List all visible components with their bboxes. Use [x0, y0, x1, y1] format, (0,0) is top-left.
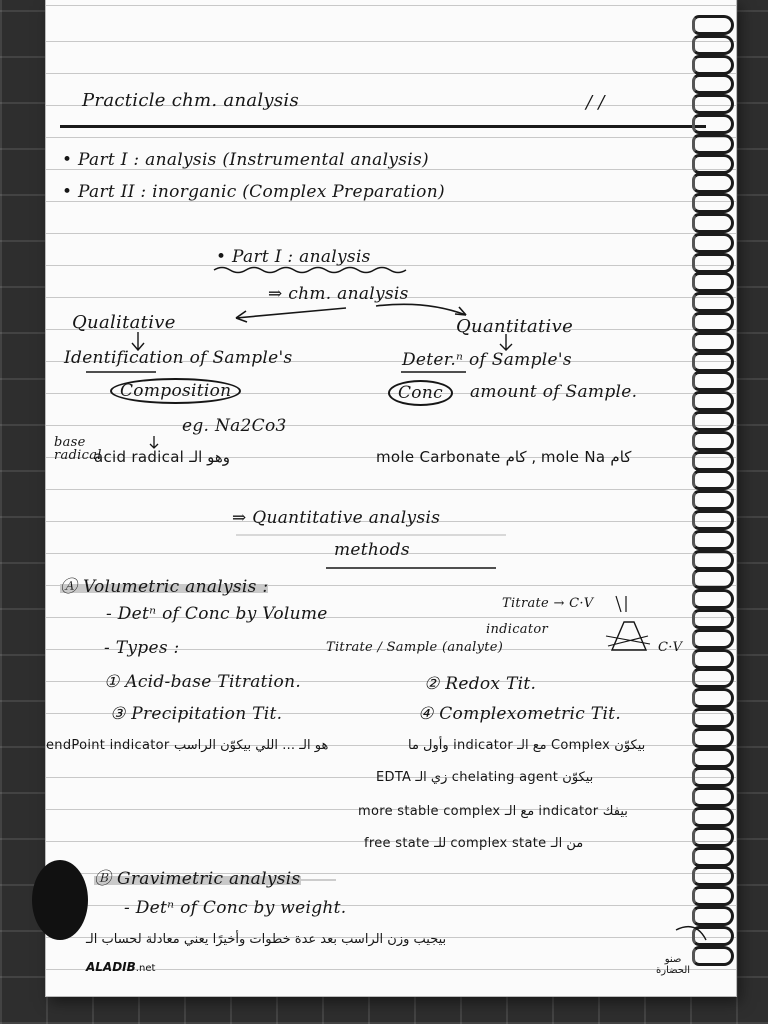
- spiral-coil: [692, 134, 734, 154]
- spiral-coil: [692, 530, 734, 550]
- precipitation-item: ③ Precipitation Tit.: [110, 704, 283, 724]
- composition-oval: Composition: [110, 378, 241, 404]
- complex-note-3: more stable complex مع الـ indicator بيفك: [358, 804, 628, 819]
- corner-logo: صنو الحضارة: [656, 954, 691, 976]
- acid-radical-note: acid radical وهو الـ: [94, 448, 231, 466]
- spiral-coil: [692, 470, 734, 490]
- endpoint-note: endPoint indicator هو الـ … اللي بيكوّن الراسب: [46, 738, 329, 753]
- spiral-coil: [692, 569, 734, 589]
- titrate-sample-label: Titrate / Sample (analyte): [326, 640, 504, 655]
- bottom-note: بيجيب وزن الراسب بعد عدة خطوات وأخيرًا يعني معادلة لحساب الـ: [86, 932, 447, 947]
- spiral-coil: [692, 906, 734, 926]
- spiral-coil: [692, 748, 734, 768]
- volumetric-text: Ⓐ Volumetric analysis :: [60, 577, 269, 597]
- titrate-cv-label: Titrate → C·V: [502, 596, 594, 611]
- binding-hole: [32, 860, 88, 940]
- spiral-coil: [692, 35, 734, 55]
- spiral-coil: [692, 668, 734, 688]
- spiral-coil: [692, 451, 734, 471]
- spiral-coil: [692, 253, 734, 273]
- example-formula: eg. Na2Co3: [182, 416, 287, 436]
- spiral-coil: [692, 589, 734, 609]
- cv-label-2: C·V: [658, 640, 683, 655]
- spiral-coil: [692, 490, 734, 510]
- acid-arrow: [150, 436, 158, 448]
- complexometric-item: ④ Complexometric Tit.: [418, 704, 622, 724]
- part-two-line: • Part II : inorganic (Complex Preparation): [62, 182, 445, 202]
- det-weight-line: - Detⁿ of Conc by weight.: [124, 898, 347, 918]
- wavy-underline: [214, 268, 406, 273]
- spiral-coil: [692, 213, 734, 233]
- qualitative-label: Qualitative: [72, 312, 176, 333]
- spiral-coil: [692, 510, 734, 530]
- spiral-coil: [692, 332, 734, 352]
- quantitative-label: Quantitative: [456, 316, 574, 337]
- identification-label: Identification of Sample's: [64, 348, 293, 368]
- header-rule: [60, 125, 706, 128]
- spiral-coil: [692, 371, 734, 391]
- spiral-coil: [692, 728, 734, 748]
- quantitative-analysis-heading: ⇒ Quantitative analysis: [232, 508, 441, 528]
- date-slots: / /: [586, 92, 605, 113]
- gravimetric-text: Ⓑ Gravimetric analysis: [94, 869, 301, 889]
- indicator-label: indicator: [486, 622, 549, 637]
- arrow-left: [236, 308, 346, 318]
- aladib-suffix: .net: [135, 963, 156, 974]
- part-one-line: • Part I : analysis (Instrumental analysis): [62, 150, 429, 170]
- spiral-coil: [692, 94, 734, 114]
- aladib-brand: ALADIB: [86, 960, 136, 974]
- spiral-coil: [692, 74, 734, 94]
- complex-note-2: بيكوّن chelating agent زي الـ EDTA: [376, 770, 594, 785]
- section-heading: • Part I : analysis: [216, 247, 371, 267]
- spiral-coil: [692, 391, 734, 411]
- spiral-coil: [692, 688, 734, 708]
- complex-note-1: بيكوّن Complex مع الـ indicator وأول ما: [408, 738, 646, 753]
- burette-bracket: [616, 596, 626, 612]
- volumetric-heading: [60, 572, 268, 597]
- spiral-binding: [692, 15, 736, 975]
- spiral-coil: [692, 827, 734, 847]
- spiral-coil: [692, 272, 734, 292]
- spiral-coil: [692, 609, 734, 629]
- spiral-coil: [692, 649, 734, 669]
- spiral-coil: [692, 431, 734, 451]
- chm-analysis-label: ⇒ chm. analysis: [268, 284, 409, 304]
- spiral-coil: [692, 55, 734, 75]
- acid-base-item: ① Acid-base Titration.: [104, 672, 302, 692]
- base-radical-label: base radical: [54, 435, 102, 463]
- flask-sketch: [612, 622, 646, 650]
- redox-item: ② Redox Tit.: [424, 674, 537, 694]
- spiral-coil: [692, 292, 734, 312]
- spiral-coil: [692, 866, 734, 886]
- spiral-coil: [692, 926, 734, 946]
- determination-label: Deter.ⁿ of Sample's: [402, 350, 572, 370]
- gravimetric-heading: [94, 864, 301, 889]
- spiral-coil: [692, 886, 734, 906]
- spiral-coil: [692, 708, 734, 728]
- spiral-coil: [692, 114, 734, 134]
- spiral-coil: [692, 807, 734, 827]
- spiral-coil: [692, 193, 734, 213]
- spiral-coil: [692, 173, 734, 193]
- notebook-page: [46, 0, 736, 996]
- spiral-coil: [692, 847, 734, 867]
- spiral-coil: [692, 154, 734, 174]
- spiral-coil: [692, 233, 734, 253]
- spiral-coil: [692, 15, 734, 35]
- page-title: Practicle chm. analysis: [82, 90, 300, 111]
- spiral-coil: [692, 352, 734, 372]
- mole-note: mole Carbonate كام , mole Na كام: [376, 448, 632, 466]
- spiral-coil: [692, 411, 734, 431]
- amount-label: amount of Sample.: [470, 382, 638, 402]
- spiral-coil: [692, 787, 734, 807]
- spiral-coil: [692, 550, 734, 570]
- conc-oval: Conc: [388, 380, 453, 406]
- spiral-coil: [692, 767, 734, 787]
- aladib-logo: [86, 960, 155, 974]
- types-line: - Types :: [104, 638, 180, 658]
- spiral-coil: [692, 629, 734, 649]
- det-volume-line: - Detⁿ of Conc by Volume: [106, 604, 328, 624]
- spiral-coil: [692, 312, 734, 332]
- arrow-right: [376, 304, 466, 315]
- spiral-coil: [692, 946, 734, 966]
- methods-label: methods: [334, 540, 410, 560]
- complex-note-4: free state للـ complex state من الـ: [364, 836, 584, 851]
